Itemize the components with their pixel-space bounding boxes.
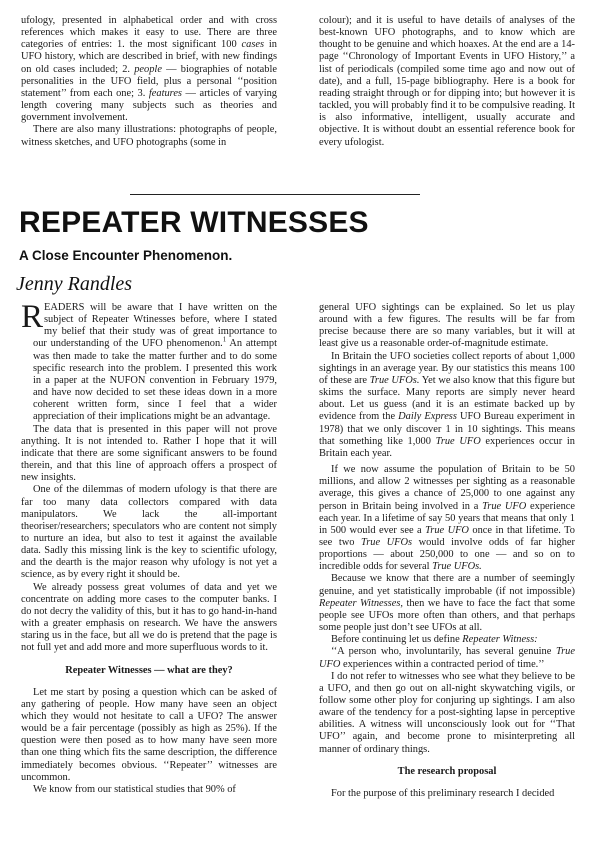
article-paragraph: Let me start by posing a question which can be asked of any gathering of people. How many have seen an object which they would not hesitate to call a UFO? The answer would be a fair percentage (possibly as high as 25%). If the question were then posed as to how many have seen more than one thing which fits the same description, the difference immediately becomes obvious. ‘‘Repeater’’ witnesses are uncommon. (21, 686, 277, 783)
article-paragraph: In Britain the UFO societies collect reports of about 1,000 sightings in an average year. By our statistics this means 100 of these are True UFOs. Yet we also know that this figure but skims the surface. Many reports are simply never heard about. Let us guess (and it is an estimate backed up by evidence from the Daily Express UFO Bureau experiment in 1978) that we only discover 1 in 10 sightings. This means that something like 1,000 True UFO experiences occur in Britain each year. (319, 350, 576, 459)
section-divider (130, 194, 420, 195)
article-title: REPEATER WITNESSES (19, 206, 369, 239)
article-paragraph: We know from our statistical studies that 90% of (33, 783, 236, 795)
article-subtitle: A Close Encounter Phenomenon. (19, 248, 233, 263)
article-paragraph: READERS will be aware that I have written on the subject of Repeater Wtinesses before, where I stated my belief that their study was of great importance to our understanding of the UFO phenomenon.$^1$ An attempt was then made to take the matter further and to do some specific research into the problem. I presented this work in a paper at the NUFON convention in February 1979, and have now decided to set these ideas down in a more coherent written form, since I feel that a wider appreciation of their implications might be an advantage. (21, 299, 278, 423)
review-column-right (319, 15, 575, 149)
section-heading: Repeater Witnesses — what are they? (65, 664, 233, 676)
article-paragraph: For the purpose of this preliminary research I decided (331, 787, 555, 799)
drop-cap: R (21, 299, 44, 335)
article-column-right (319, 302, 575, 800)
article-paragraph: general UFO sightings can be explained. So let us play around with a few figures. The results will be far from precise because there are so many variables, but it will at least give us a reasonable order-of-magnitude estimate. (319, 302, 575, 350)
review-column-left (21, 15, 277, 149)
article-paragraph: If we now assume the population of Britain to be 50 millions, and allow 2 witnesses per sighting as a reasonable average, this gives a chance of 25,000 to one against any person in Britain being involved in a True UFO experience each year. In a lifetime of say 50 years that means that only 1 in 500 would ever see a True UFO once in that lifetime. To see two True UFOs would involve odds of far higher proportions — about 250,000 to one — and so on to incredible odds for several True UFOs. (319, 464, 575, 573)
article-paragraph: One of the dilemmas of modern ufology is that there are far too many data collectors compared with data manipulators. We lack the all-important theoriser/researchers; speculators who are content not simply to nurture an idea, but also to test it against the available data. Sadly this missing link is the key to scientific ufology, and the dearth is the major reason why ufology is not yet a science, as by every right it should be. (21, 484, 277, 581)
article-paragraph: The data that is presented in this paper will not prove anything. It is not intended to. Rather I hope that it will indicate that there are some significant answers to be found therein, and that this line of approach offers a prospect of new insights. (21, 423, 277, 484)
definition-quote: ‘‘A person who, involuntarily, has several genuine True UFO experiences within a contracted period of time.’’ (319, 646, 575, 670)
section-heading: The research proposal (397, 765, 497, 777)
footnote-ref: 1 (222, 336, 227, 344)
article-paragraph: We already possess great volumes of data and yet we concentrate on adding more cases to the computer banks. I do not decry the validity of this, but it has to go hand-in-hand with a greater emphasis on research. We have the answers staring us in the face, but all we do is pretend that the page is not full yet and add more and more superfluous words to it. (21, 581, 277, 654)
article-author: Jenny Randles (16, 273, 133, 295)
review-paragraph: colour); and it is useful to have details of analyses of the best-known UFO photographs, and to know which are thought to be genuine and which hoaxes. At the end are a 14-page ‘‘Chronology of Important Events in UFO History,’’ a list of periodicals (compiled some time ago and now out of date), and a full, 15-page bibliography. Here is a book for reading straight through or for dipping into; but however it is tackled, you will probably find it to be compulsive reading. It is also informative, intelligent, usually accurate and objective. It is without doubt an essential reference book for every ufologist. (319, 15, 575, 148)
review-paragraph: There are also many illustrations: photographs of people, witness sketches, and UFO photographs (some in (21, 124, 277, 148)
article-column-left (21, 299, 278, 796)
review-paragraph: ufology, presented in alphabetical order and with cross references which makes it easy to use. There are three categories of entries: 1. the most significant 100 cases in UFO history, which are described in brief, with new findings on old cases included; 2. people — biographies of notable personalities in the UFO field, plus a personal ‘‘position statement’’ from each one; 3. features — articles of varying length covering many subjects such as theories and government involvement. (21, 15, 277, 124)
article-paragraph: I do not refer to witnesses who see what they believe to be a UFO, and then go out on all-night skywatching vigils, or follow some other ploy for conjuring up sightings. I am also aware of the tendency for a post-sighting lapse in perceptive abilities. A witness will unconsciously look out for ‘‘That UFO’’ again, and become prone to misinterpreting all manner of ordinary things. (319, 670, 575, 755)
article-paragraph: Because we know that there are a number of seemingly genuine, and yet statistically improbable (if not impossible) Repeater Witnesses, then we have to face the fact that some people see UFOs more often than others, and that perhaps some people just don’t see UFOs at all. (319, 573, 576, 634)
article-paragraph: Before continuing let us define Repeater Witness: (331, 634, 538, 646)
